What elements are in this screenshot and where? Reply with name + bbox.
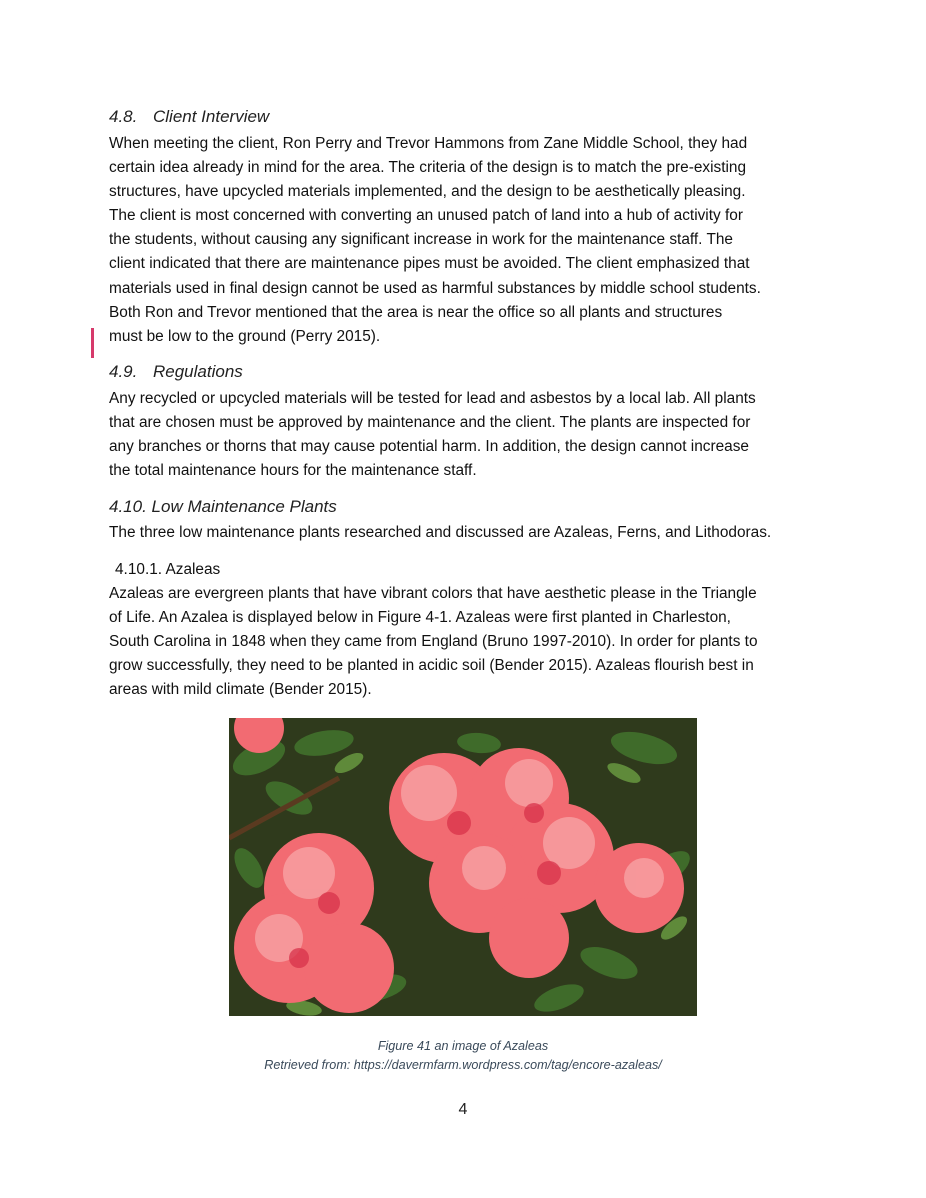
text-line: When meeting the client, Ron Perry and Trevor Hammons from Zane Middle School, they had	[109, 135, 748, 152]
page-number: 4	[458, 1101, 468, 1118]
azalea-photo	[229, 718, 697, 1016]
text-line: that are chosen must be approved by maintenance and the client. The plants are inspected for	[109, 414, 751, 432]
text-line: certain idea already in mind for the area. The criteria of the design is to match the pre-existing	[109, 159, 747, 177]
text-line: must be low to the ground (Perry 2015).	[109, 327, 381, 345]
section-number: 4.9.	[109, 362, 138, 381]
low-maintenance-paragraph	[109, 521, 824, 545]
subsection-heading-azaleas: 4.10.1. Azaleas	[115, 561, 221, 578]
text-line: materials used in final design cannot be used as harmful substances by middle school students.	[109, 279, 761, 297]
client-interview-paragraph	[109, 132, 824, 349]
figure-source: Retrieved from: https://davermfarm.wordpress.com/tag/encore-azaleas/	[264, 1058, 662, 1072]
text-line: Any recycled or upcycled materials will be tested for lead and asbestos by a local lab. All plants	[109, 390, 756, 407]
text-line: The three low maintenance plants researched and discussed are Azaleas, Ferns, and Lithodoras.	[109, 524, 772, 541]
azaleas-paragraph	[109, 582, 824, 702]
text-line: Azaleas are evergreen plants that have vibrant colors that have aesthetic please in the Triangle	[109, 585, 757, 602]
text-line: any branches or thorns that may cause potential harm. In addition, the design cannot increase	[109, 438, 749, 456]
regulations-paragraph	[109, 387, 824, 483]
figure-caption: Figure 41 an image of Azaleas	[377, 1039, 549, 1053]
text-line: South Carolina in 1848 when they came from England (Bruno 1997-2010). In order for plants to	[109, 633, 758, 651]
text-line: Both Ron and Trevor mentioned that the area is near the office so all plants and structures	[109, 303, 723, 321]
text-line: structures, have upcycled materials implemented, and the design to be aesthetically pleasing.	[109, 183, 746, 201]
text-line: of Life. An Azalea is displayed below in Figure 4-1. Azaleas were first planted in Charleston,	[109, 609, 731, 627]
revision-change-bar	[91, 328, 94, 358]
text-line: The client is most concerned with converting an unused patch of land into a hub of activity for	[109, 207, 743, 225]
section-heading-regulations	[109, 362, 243, 382]
section-heading-low-maintenance-plants: 4.10. Low Maintenance Plants	[109, 497, 337, 516]
text-line: the students, without causing any significant increase in work for the maintenance staff. The	[109, 231, 733, 249]
section-heading-client-interview	[109, 107, 269, 127]
text-line: grow successfully, they need to be planted in acidic soil (Bender 2015). Azaleas flourish best in	[109, 657, 754, 675]
section-title: Regulations	[153, 362, 243, 381]
text-line: client indicated that there are maintenance pipes must be avoided. The client emphasized that	[109, 255, 750, 273]
text-line: the total maintenance hours for the maintenance staff.	[109, 462, 477, 480]
section-number: 4.8.	[109, 107, 138, 126]
text-line: areas with mild climate (Bender 2015).	[109, 681, 372, 699]
section-title: Client Interview	[153, 107, 270, 126]
azalea-photo-illustration	[229, 718, 697, 1016]
